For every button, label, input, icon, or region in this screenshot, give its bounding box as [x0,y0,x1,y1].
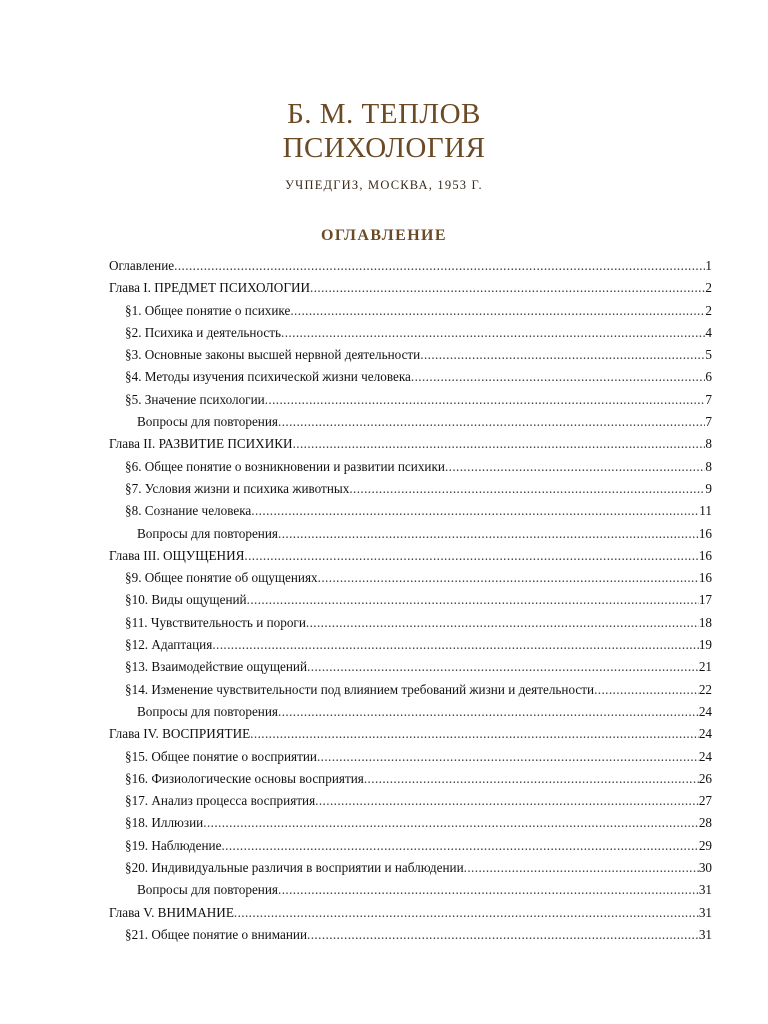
toc-dot-leader [290,300,705,322]
toc-entry-title: §3. Основные законы высшей нервной деятельности [125,347,421,363]
toc-entry[interactable] [109,879,712,901]
toc-entry-title: §7. Условия жизни и психика животных [125,480,350,496]
toc-entry[interactable] [109,790,712,812]
toc-entry-page-number: 27 [698,793,712,809]
toc-entry[interactable] [109,456,712,478]
toc-dot-leader [411,366,706,388]
toc-entry-title: §5. Значение психологии [125,391,265,407]
toc-entry[interactable] [109,679,712,701]
toc-entry-title: Вопросы для повторения [137,525,278,541]
toc-dot-leader [278,411,705,433]
toc-entry-page-number: 2 [705,280,712,296]
toc-entry-title: §16. Физиологические основы восприятия [125,770,364,786]
toc-entry-page-number: 11 [699,503,712,519]
toc-dot-leader [281,322,705,344]
toc-entry[interactable] [109,478,712,500]
toc-entry[interactable] [109,924,712,946]
toc-dot-leader [464,857,699,879]
toc-dot-leader [306,612,699,634]
toc-entry[interactable] [109,433,712,455]
toc-entry-title: §1. Общее понятие о психике [125,302,291,318]
toc-entry[interactable] [109,389,712,411]
toc-dot-leader [594,679,699,701]
toc-entry-page-number: 17 [698,592,712,608]
toc-entry-page-number: 16 [698,525,712,541]
toc-entry-page-number: 6 [705,369,712,385]
toc-dot-leader [278,523,699,545]
toc-entry[interactable] [109,634,712,656]
toc-entry[interactable] [109,500,712,522]
toc-entry[interactable] [109,344,712,366]
toc-entry-page-number: 31 [698,882,712,898]
toc-entry-page-number: 24 [698,703,712,719]
toc-dot-leader [247,589,699,611]
toc-entry[interactable] [109,567,712,589]
toc-entry[interactable] [109,768,712,790]
toc-entry-page-number: 18 [698,614,712,630]
toc-entry[interactable] [109,322,712,344]
toc-entry-title: Вопросы для повторения [137,414,278,430]
toc-entry-page-number: 24 [698,748,712,764]
toc-entry-page-number: 4 [705,324,712,340]
toc-entry-page-number: 5 [705,347,712,363]
toc-dot-leader [349,478,705,500]
toc-entry-page-number: 19 [698,637,712,653]
toc-entry-title: Вопросы для повторения [137,703,278,719]
toc-heading: ОГЛАВЛЕНИЕ [321,227,447,244]
toc-dot-leader [445,456,705,478]
toc-entry[interactable] [109,723,712,745]
toc-entry[interactable] [109,300,712,322]
toc-entry-title: §6. Общее понятие о возникновении и развитии психики [125,458,445,474]
toc-entry[interactable] [109,656,712,678]
toc-dot-leader [364,768,699,790]
toc-entry-page-number: 28 [698,815,712,831]
toc-entry[interactable] [109,701,712,723]
toc-entry-title: §2. Психика и деятельность [125,324,282,340]
toc-entry-title: Глава II. РАЗВИТИЕ ПСИХИКИ [109,436,293,452]
toc-dot-leader [212,634,699,656]
toc-entry-page-number: 1 [705,258,712,273]
toc-entry-page-number: 8 [705,458,712,474]
toc-entry-title: §15. Общее понятие о восприятии [125,748,317,764]
toc-entry[interactable] [109,857,712,879]
toc-entry-page-number: 2 [705,302,712,318]
toc-dot-leader [315,790,699,812]
toc-entry-page-number: 31 [698,904,712,920]
toc-entry-page-number: 7 [705,391,712,407]
toc-entry-page-number: 30 [698,860,712,876]
toc-entry-title: §19. Наблюдение [125,837,222,853]
toc-dot-leader [203,812,699,834]
toc-entry-title: Вопросы для повторения [137,882,278,898]
toc-entry-title: §20. Индивидуальные различия в восприятии и наблюдении [125,860,464,876]
toc-entry[interactable] [109,366,712,388]
toc-dot-leader [244,545,698,567]
toc-entry[interactable] [109,746,712,768]
toc-entry-page-number: 29 [698,837,712,853]
toc-dot-leader [265,389,706,411]
toc-entry-page-number: 7 [705,414,712,430]
toc-entry-title: Глава V. ВНИМАНИЕ [109,904,234,920]
toc-dot-leader [310,277,705,299]
toc-entry-title: §10. Виды ощущений [125,592,247,608]
toc-entry-title: Глава I. ПРЕДМЕТ ПСИХОЛОГИИ [109,280,310,296]
toc-dot-leader [221,835,698,857]
toc-dot-leader [278,879,699,901]
toc-entry[interactable] [109,545,712,567]
table-of-contents [109,255,712,946]
toc-entry[interactable] [109,523,712,545]
toc-dot-leader [317,746,699,768]
toc-entry-title: §17. Анализ процесса восприятия [125,793,316,809]
toc-entry[interactable] [109,277,712,299]
toc-entry[interactable] [109,812,712,834]
toc-entry-page-number: 22 [698,681,712,697]
toc-dot-leader [278,701,699,723]
toc-entry-page-number: 9 [705,480,712,496]
toc-entry[interactable] [109,589,712,611]
toc-entry-page-number: 16 [698,547,712,563]
toc-entry-page-number: 16 [698,570,712,586]
toc-entry-title: §13. Взаимодействие ощущений [125,659,308,675]
toc-entry[interactable] [109,255,712,277]
toc-entry[interactable] [109,411,712,433]
toc-dot-leader [307,924,699,946]
toc-entry-title: §21. Общее понятие о внимании [125,926,308,942]
publisher-line: УЧПЕДГИЗ, МОСКВА, 1953 Г. [285,178,483,192]
toc-entry-title: §14. Изменение чувствительности под влиянием требований жизни и деятельности [125,681,595,697]
toc-entry[interactable] [109,835,712,857]
toc-dot-leader [250,723,699,745]
toc-dot-leader [420,344,705,366]
toc-entry-title: §18. Иллюзии [125,815,204,831]
toc-entry-title: §9. Общее понятие об ощущениях [125,570,318,586]
toc-entry-page-number: 8 [705,436,712,452]
toc-entry-title: §4. Методы изучения психической жизни человека [125,369,411,385]
toc-entry-title: Глава IV. ВОСПРИЯТИЕ [109,726,251,742]
toc-dot-leader [293,433,706,455]
toc-entry-title: §12. Адаптация [125,637,213,653]
book-title: ПСИХОЛОГИЯ [282,132,486,164]
toc-dot-leader [307,656,699,678]
toc-entry-title: §11. Чувствительность и пороги [125,614,306,630]
toc-dot-leader [251,500,699,522]
toc-entry[interactable] [109,902,712,924]
toc-dot-leader [318,567,699,589]
toc-entry-page-number: 24 [698,726,712,742]
toc-entry-page-number: 31 [698,926,712,942]
toc-entry-title: Оглавление [109,258,175,273]
toc-entry-title: §8. Сознание человека [125,503,252,519]
book-author: Б. М. ТЕПЛОВ [287,98,481,130]
toc-dot-leader [174,255,705,277]
toc-dot-leader [234,902,699,924]
toc-entry[interactable] [109,612,712,634]
toc-entry-page-number: 26 [698,770,712,786]
toc-entry-title: Глава III. ОЩУЩЕНИЯ [109,547,245,563]
toc-entry-page-number: 21 [698,659,712,675]
